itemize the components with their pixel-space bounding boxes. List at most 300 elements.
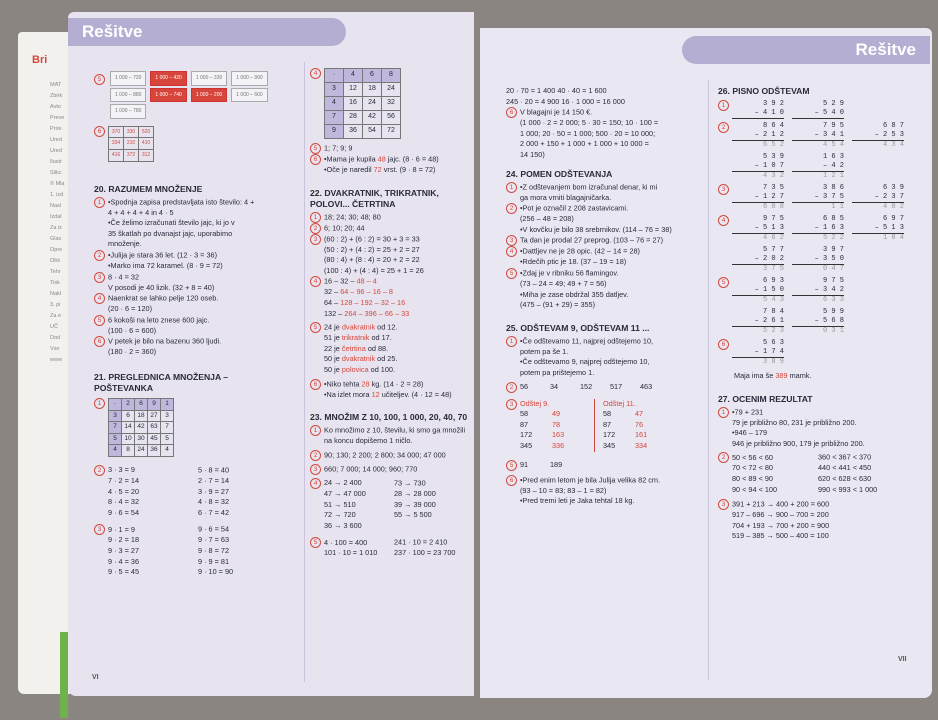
difference: 0 3 1: [792, 326, 844, 336]
minuend: 5 2 9: [822, 100, 844, 108]
grid-cell: 8: [122, 445, 135, 457]
subtract-column: [520, 399, 594, 452]
grid-cell: 5: [109, 433, 122, 445]
minuend: 6 3 9: [882, 184, 904, 192]
section-22-task4: [310, 276, 472, 319]
answer-text: •Spodnja zapisa predstavljata isto število: 4 +: [108, 196, 255, 206]
answer-line: [310, 255, 472, 266]
answer-text: 391 + 213 → 400 + 200 = 600: [732, 499, 830, 509]
minuend: 7 3 5: [762, 184, 784, 192]
answer-line: [506, 193, 706, 204]
back-line: Ured: [50, 137, 62, 143]
grid-cell: 72: [382, 125, 401, 139]
answer-text: 3 · 9 = 27: [198, 486, 230, 496]
minuend: 9 7 5: [822, 277, 844, 285]
task-number: 5: [506, 460, 517, 471]
answer-text: 50 je: [324, 365, 342, 375]
section-27-task3: [718, 499, 918, 542]
answer-value-red: 47: [635, 409, 644, 419]
answer-box: 1 000 – 200: [191, 88, 227, 103]
task-number: 1: [310, 212, 321, 223]
line-22-6a: 6 •Niko tehta 28 kg. (14 · 2 = 28): [310, 379, 472, 390]
answer-line: [718, 439, 918, 450]
answer-line: [310, 548, 472, 559]
answer-line: [94, 272, 300, 283]
answer-text: 24 → 2 400: [324, 478, 362, 488]
subtraction-row: [718, 184, 918, 212]
answer-line: [506, 336, 706, 347]
answer-line: [506, 214, 706, 225]
task-number: 1: [94, 398, 105, 409]
grid-cell: 9: [148, 399, 161, 411]
answer-text: •Če odštevamo 9, najprej odštejemo 10,: [520, 357, 650, 367]
subtrahend: – 2 6 1: [754, 317, 784, 325]
task-number: 4: [718, 215, 729, 226]
answer-text: množenje.: [108, 239, 142, 249]
answer-text: (73 – 24 = 49; 49 + 7 = 56): [520, 279, 607, 289]
answer-line: [94, 218, 300, 229]
answer-text: 2 000 + 150 + 1 000 + 1 000 + 10 000 =: [520, 139, 649, 149]
answer-line: [310, 234, 472, 245]
answer-text: 4 + 4 + 4 + 4 in 4 · 5: [108, 207, 174, 217]
answer-line: [506, 203, 706, 214]
back-line: Ured: [50, 148, 62, 154]
answer-line: [310, 489, 472, 500]
minuend: 3 8 6: [822, 184, 844, 192]
answer-text-red: 264 – 396 – 66 – 33: [344, 308, 410, 318]
answer-value-red: 334: [635, 441, 648, 450]
answer-text: 6; 10; 20; 44: [324, 223, 365, 233]
minuend: 5 3 9: [762, 153, 784, 161]
difference: 4 6 2: [732, 233, 784, 243]
answer-box: 1 000 – 740: [150, 88, 186, 103]
answer-line: [506, 279, 706, 290]
section-21-task3: [94, 524, 300, 577]
task-number: 4: [310, 68, 321, 79]
answer-text: 9 · 10 = 90: [198, 567, 234, 577]
answer-line: [310, 298, 472, 309]
task-number: 4: [310, 276, 321, 287]
subtraction: [792, 153, 844, 181]
answer-text: 917 – 696 → 900 – 700 = 200: [732, 510, 829, 520]
answer-line: [94, 208, 300, 219]
minuend: 8 6 4: [762, 122, 784, 130]
grid-cell: 372: [124, 149, 139, 161]
task-number: 6: [94, 126, 105, 137]
answer-line: [718, 418, 918, 429]
difference: 4 3 4: [852, 140, 904, 150]
answer-line: [506, 382, 706, 393]
answer-text: 28 → 28 000: [394, 488, 436, 498]
answer-line: [506, 368, 706, 379]
answer-line: [310, 354, 472, 365]
subtraction-row: [718, 308, 918, 336]
answer-text: 80 < 89 < 90: [732, 474, 773, 483]
top-lines: [506, 86, 706, 107]
answer-line: [94, 197, 300, 208]
answer-text: 2 · 7 = 14: [198, 475, 230, 485]
difference: 6 5 2: [732, 140, 784, 150]
grid-cell: 18: [363, 83, 382, 97]
answer-text: (1 000 · 2 = 2 000; 5 · 30 = 150; 10 · 100 =: [520, 118, 659, 128]
line-6a: 6 •Mama je kupila 48 jajc. (8 · 6 = 48): [310, 154, 472, 165]
answer-line: [603, 441, 677, 452]
grid-cell: 410: [139, 138, 154, 150]
minuend: 5 7 7: [762, 246, 784, 254]
answer-text: 704 + 193 → 700 + 200 = 900: [732, 520, 830, 530]
subtraction: [792, 308, 844, 336]
left-page-header: Rešitve: [68, 18, 346, 46]
task-number: 1: [506, 182, 517, 193]
back-line: Tehr: [50, 269, 61, 275]
back-line: Dod: [50, 335, 61, 341]
right-page-number: VII: [898, 656, 907, 663]
answer-line: [520, 409, 594, 420]
section-25-task2: [506, 382, 706, 393]
grid-cell: 3: [325, 83, 344, 97]
grid-cell: 7: [161, 422, 174, 434]
answer-value: 463: [640, 382, 653, 392]
subtraction: [792, 184, 844, 212]
answer-line: [310, 537, 472, 548]
difference: 1 8 4: [852, 233, 904, 243]
subtrahend: – 2 3 7: [874, 193, 904, 201]
grid-cell: ·: [109, 399, 122, 411]
grid-cell: 4: [161, 445, 174, 457]
answer-line: [94, 304, 300, 315]
task-number: 6: [506, 475, 517, 486]
answer-text: (475 – (91 + 29) = 355): [520, 300, 596, 310]
grid-cell: 56: [382, 111, 401, 125]
answer-text: 14 150): [520, 149, 545, 159]
answer-text: 73 → 730: [394, 478, 426, 488]
difference: 5 4 3: [732, 295, 784, 305]
task-number: 3: [718, 184, 729, 195]
answer-text-red: dvakratnik: [341, 322, 376, 332]
answer-line: [94, 476, 300, 487]
subtrahend: – 2 5 3: [874, 131, 904, 139]
answer-line: [94, 465, 300, 476]
back-line: Preve: [50, 115, 65, 121]
answer-text: •Julija je stara 36 let. (12 · 3 = 36): [108, 250, 218, 260]
answer-line: [520, 430, 594, 441]
minuend: 6 8 5: [822, 215, 844, 223]
answer-line: [718, 510, 918, 521]
grid-cell: 3: [161, 410, 174, 422]
subtract-column: [594, 399, 677, 452]
answer-value: 34: [550, 382, 559, 392]
answer-box-grid: [108, 70, 288, 120]
answer-text: (93 – 10 = 83; 83 – 1 = 82): [520, 485, 607, 495]
line-23-3: 3 660; 7 000; 14 000; 960; 770: [310, 464, 472, 475]
answer-box: 1 000 – 880: [110, 88, 146, 103]
back-line: 3. pi: [50, 302, 61, 308]
answer-text: 39 → 39 000: [394, 499, 436, 509]
answer-value-red: 76: [635, 419, 644, 429]
answer-value: 172: [520, 430, 533, 440]
subtraction: [852, 215, 904, 243]
answer-text-red: trikratnik: [341, 333, 370, 343]
grid-cell: 16: [344, 97, 363, 111]
subtraction: [792, 215, 844, 243]
grid-cell: 3: [109, 410, 122, 422]
answer-text: •Rdečih ptic je 18. (37 – 19 = 18): [520, 257, 627, 267]
subtraction: [852, 184, 904, 212]
answer-line: [310, 223, 472, 234]
answer-line: [506, 139, 706, 150]
answer-line: [506, 97, 706, 108]
subtraction-row: [718, 122, 918, 150]
task-number: 2: [94, 465, 105, 476]
task-number: 2: [718, 452, 729, 463]
answer-text: (60 : 2) + (6 : 2) = 30 + 3 = 33: [324, 234, 420, 244]
column-divider-right: [708, 80, 709, 680]
column-a: [94, 70, 300, 578]
task-number: 5: [94, 74, 105, 85]
subtrahend: – 2 0 2: [754, 255, 784, 263]
answer-value-red: 78: [552, 419, 561, 429]
answer-line: [506, 107, 706, 118]
grid-cell: 30: [135, 433, 148, 445]
answer-text: 101 · 10 = 1 010: [324, 548, 378, 558]
subtraction-row: [718, 339, 918, 367]
answer-line: [506, 150, 706, 161]
task-number: 5: [310, 537, 321, 548]
answer-text: 245 · 20 = 4 900 16 · 1 000 = 16 000: [506, 96, 625, 106]
grid-cell: 24: [363, 97, 382, 111]
subtraction: [792, 246, 844, 274]
column-divider-left: [304, 62, 305, 682]
answer-line: [718, 485, 918, 496]
answer-text: 6 kokoši na leto znese 600 jajc.: [108, 315, 210, 325]
answer-line: [310, 309, 472, 320]
answer-line: [506, 300, 706, 311]
back-line: Nasl: [50, 203, 62, 209]
grid-cell: 1: [161, 399, 174, 411]
line-23-1b: na koncu dopišemo 1 ničlo.: [324, 436, 413, 446]
answer-box: 1 000 – 720: [110, 71, 146, 86]
answer-line: [94, 229, 300, 240]
task-number: 5: [310, 322, 321, 333]
back-line: www: [50, 357, 62, 363]
back-sheet: [18, 32, 70, 694]
answer-text: •Če želimo izračunati število jajc, ki jo v: [108, 218, 235, 228]
grid-cell: 27: [148, 410, 161, 422]
answer-line: [94, 261, 300, 272]
grid-cell: 28: [344, 111, 363, 125]
grid-cell: 2: [122, 399, 135, 411]
difference: 6 3 3: [792, 295, 844, 305]
answer-text: 440 < 441 < 450: [818, 463, 872, 473]
answer-text: 50 je: [324, 354, 342, 364]
answer-text: 36 → 3 600: [324, 520, 362, 530]
answer-line: [506, 246, 706, 257]
answer-line: [718, 463, 918, 474]
answer-text: Ta dan je prodal 27 preprog. (103 – 76 = 27): [520, 235, 663, 245]
answer-text: 20 · 70 = 1 400 40 · 40 = 1 600: [506, 86, 607, 95]
back-sheet-title: Bri: [32, 54, 48, 66]
task-number: 3: [506, 399, 517, 410]
answer-value: 58: [520, 409, 529, 419]
grid-cell: 10: [122, 433, 135, 445]
answer-text: 47 → 47 000: [324, 488, 366, 498]
answer-text: od 25.: [375, 354, 398, 364]
answer-line: [310, 521, 472, 532]
grid-cell: 42: [363, 111, 382, 125]
grid-cell: 7: [109, 422, 122, 434]
task-number: 2: [718, 122, 729, 133]
task-number: 3: [94, 272, 105, 283]
answer-value: 91: [520, 460, 529, 470]
answer-box: 1 000 – 660: [231, 88, 267, 103]
subtraction: [732, 122, 784, 150]
answer-text-red: polovica: [341, 365, 369, 375]
answer-text: (100 · 6 = 600): [108, 325, 157, 335]
back-line: Za e: [50, 313, 62, 319]
answer-line: [506, 129, 706, 140]
difference: 4 3 2: [732, 171, 784, 181]
subtrahend: – 5 1 3: [874, 224, 904, 232]
spacer: [718, 308, 732, 336]
answer-value: 345: [520, 441, 533, 450]
answer-text: od 12.: [375, 322, 398, 332]
subtrahend: – 3 4 1: [814, 131, 844, 139]
answer-text-red: 48 – 4: [356, 276, 377, 286]
subtraction: [792, 122, 844, 150]
grid-cell: 4: [344, 69, 363, 83]
subtraction: [732, 153, 784, 181]
minuend: 7 9 5: [822, 122, 844, 130]
answer-line: [94, 508, 300, 519]
task-number: 1: [94, 197, 105, 208]
task-number: 6: [506, 107, 517, 118]
difference: 3 8 9: [732, 357, 784, 367]
answer-text: (100 : 4) + (4 : 4) = 25 + 1 = 26: [324, 265, 424, 275]
answer-line: [506, 357, 706, 368]
answer-text: 9 · 8 = 72: [198, 545, 230, 555]
answer-text: 4 · 100 = 400: [324, 537, 368, 547]
answer-line: [718, 428, 918, 439]
answer-text: 64 –: [324, 298, 341, 308]
answer-box: 1 000 – 990: [231, 71, 267, 86]
answer-line: [94, 250, 300, 261]
answer-line: [310, 266, 472, 277]
minuend: 3 9 2: [762, 100, 784, 108]
answer-line: [94, 567, 300, 578]
answer-line: [310, 322, 472, 333]
back-line: © Mla: [50, 181, 65, 187]
answer-text: •Pred enim letom je bila Julija velika 82 cm.: [520, 475, 661, 485]
answer-line: [94, 535, 300, 546]
back-line: Avto: [50, 104, 61, 110]
answer-text: 18; 24; 30; 48; 80: [324, 212, 381, 222]
subtrahend: – 5 6 8: [814, 317, 844, 325]
answer-line: [506, 268, 706, 279]
answer-line: [310, 478, 472, 489]
answer-line: [718, 531, 918, 542]
answer-text: 4 · 5 = 20: [108, 486, 140, 496]
answer-line: [94, 336, 300, 347]
answer-text: 9 · 6 = 54: [198, 524, 230, 534]
answer-value: 172: [603, 430, 616, 440]
top-number-grid: [108, 126, 154, 162]
answer-line: [94, 239, 300, 250]
section-20-answers: [94, 197, 300, 358]
grid-cell: 63: [148, 422, 161, 434]
task-number: 3: [310, 234, 321, 245]
answer-text: 24 je: [324, 322, 342, 332]
task-number: 4: [94, 293, 105, 304]
minuend: 6 9 7: [882, 215, 904, 223]
grid-cell: 6: [363, 69, 382, 83]
answer-line: [603, 409, 677, 420]
grid-cell: 24: [135, 445, 148, 457]
answer-line: [718, 452, 918, 463]
answer-text: potem pa še 1.: [520, 346, 569, 356]
back-line: Tisk: [50, 280, 60, 286]
answer-box: 1 000 – 330: [191, 71, 227, 86]
back-line: Glav: [50, 236, 62, 242]
answer-line: [506, 182, 706, 193]
answer-text: •Če odštevamo 11, najprej odštejemo 10,: [520, 336, 654, 346]
spacer: [718, 153, 732, 181]
answer-line: [94, 315, 300, 326]
line-5: 5 1; 7; 9; 9: [310, 143, 472, 154]
task-number: 3: [718, 499, 729, 510]
subtrahend: – 1 0 7: [754, 162, 784, 170]
answer-line: [506, 486, 706, 497]
answer-value: 87: [520, 419, 529, 429]
answer-line: [310, 510, 472, 521]
section-22-title: 22. DVAKRATNIK, TRIKRATNIK, POLOVI... ČETRTINA: [310, 187, 439, 209]
answer-line: [506, 290, 706, 301]
difference: 5 2 2: [792, 233, 844, 243]
subtrahend: – 1 5 0: [754, 286, 784, 294]
column-b: [310, 68, 472, 559]
minuend: 6 9 3: [762, 277, 784, 285]
answer-line: [94, 347, 300, 358]
answer-text: (20 · 6 = 120): [108, 304, 153, 314]
subtraction: [732, 100, 784, 119]
section-26-title: 26. PISNO ODŠTEVAM: [718, 86, 810, 96]
answer-text: 620 < 628 < 630: [818, 474, 872, 483]
grid-cell: 24: [382, 83, 401, 97]
grid-cell: 416: [109, 149, 124, 161]
answer-text: 22 je: [324, 343, 342, 353]
task-number: 5: [94, 315, 105, 326]
task-number: 1: [718, 100, 729, 111]
task-number: 6: [94, 336, 105, 347]
answer-line: [520, 420, 594, 431]
grid-cell: 18: [135, 410, 148, 422]
section-23-title: 23. MNOŽIM Z 10, 100, 1 000, 20, 40, 70: [310, 412, 468, 423]
answer-text: 90 < 94 < 100: [732, 484, 778, 494]
minuend: 1 6 3: [822, 153, 844, 161]
section-21-title: 21. PREGLEDNICA MNOŽENJA – POŠTEVANKA: [94, 372, 229, 393]
answer-value: 56: [520, 382, 529, 392]
answer-value-red: 161: [635, 430, 648, 440]
task-number: 3: [94, 524, 105, 535]
answer-text: 7 · 2 = 14: [108, 475, 140, 485]
answer-line: [718, 521, 918, 532]
column-d: [718, 86, 918, 542]
answer-line: [94, 557, 300, 568]
answer-text: •Marko ima 72 karamel. (8 · 9 = 72): [108, 260, 223, 270]
difference: 3 7 5: [732, 264, 784, 274]
grid-cell: 334: [109, 138, 124, 150]
answer-text: 35 škatlah po dvanajst jajc, uporabimo: [108, 228, 233, 238]
answer-value: 152: [580, 382, 593, 392]
